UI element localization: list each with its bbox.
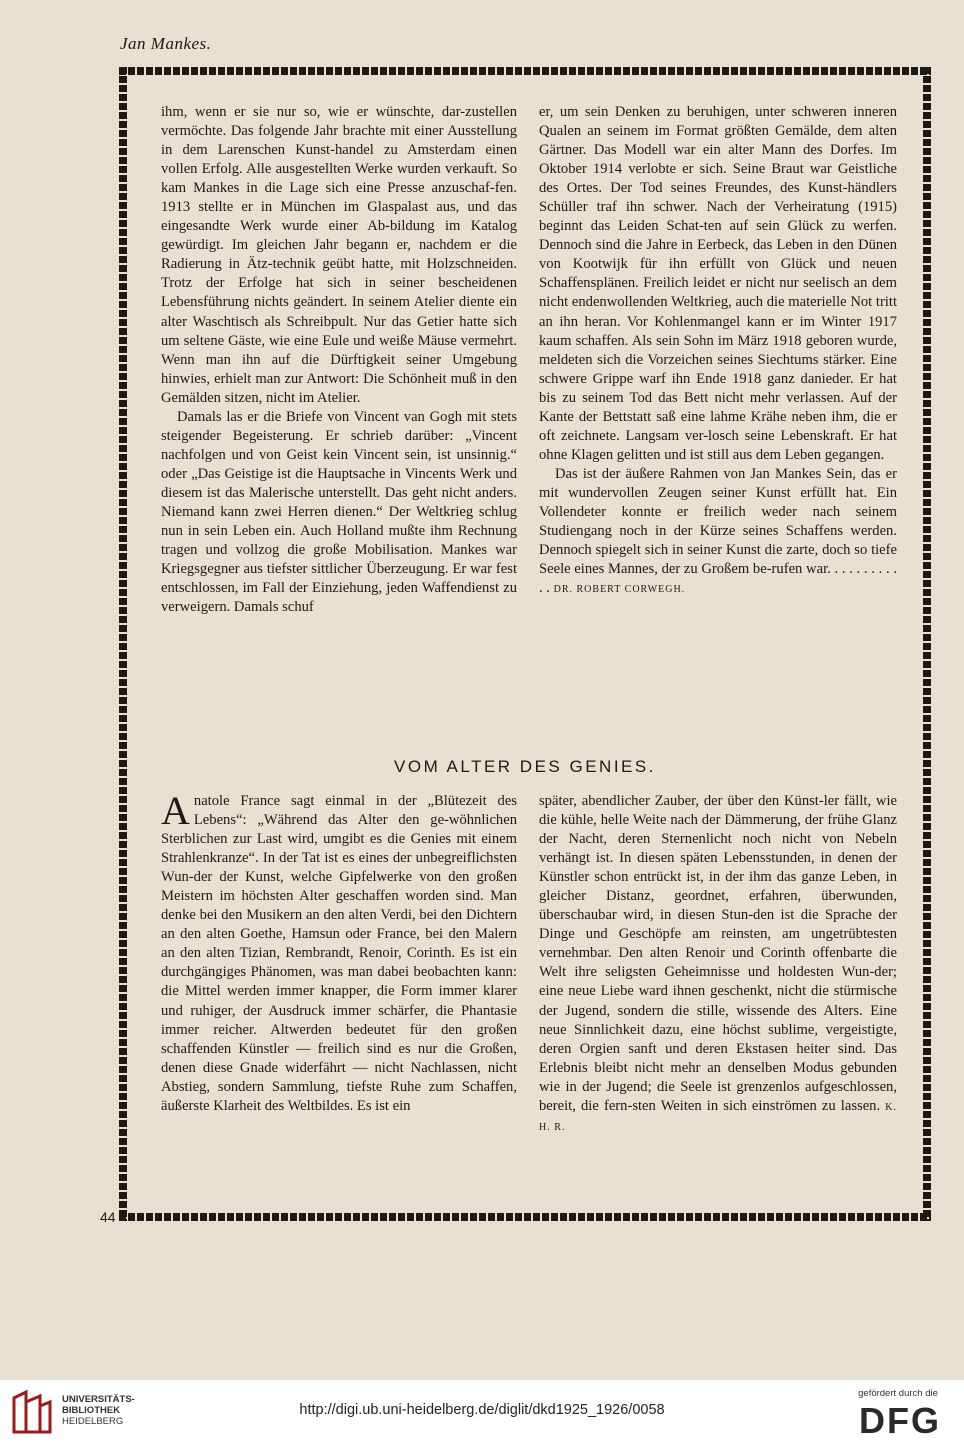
- article1-paragraph: ihm, wenn er sie nur so, wie er wünschte, dar-zustellen vermöchte. Das folgende Jahr brachte mit einer Ausstellung in dem Larenschen Kunst-handel zu Amsterdam einen vollen Erfolg. Alle ausgestellten Werke wurden verkauft. So kam Mankes in die Lage sich eine Presse anzuschaf-fen. 1913 stellte er in München im Glaspalast aus, und das eingesandte Werk wurde einer Ab-bildung im Katalog gewürdigt. Im gleichen Jahr begann er, nachdem er die Radierung in Ätz-technik geübt hatte, mit Holzschneiden. Trotz der Erfolge hat sich in seiner bescheidenen Lebensführung nichts geändert. In seinem Atelier diente ein alter Waschtisch als Schreibpult. Nur das Getier hatte sich um seltene Gäste, wie eine Eule und weiße Mäuse vermehrt. Wenn man ihn auf die Dürftigkeit seiner Umgebung hinwies, erhielt man zur Antwort: Die Schönheit muß in den Gemälden sitzen, nicht im Atelier.: [161, 104, 517, 406]
- source-url-link[interactable]: http://digi.ub.uni-heidelberg.de/diglit/dkd1925_1926/0058: [299, 1402, 665, 1418]
- page-number: 44: [100, 1209, 116, 1225]
- ornamental-border-right: [923, 67, 931, 1221]
- article2-signature: K. H. R.: [539, 1101, 897, 1133]
- article1-column-right: [539, 103, 897, 599]
- article1-closing-text: Das ist der äußere Rahmen von Jan Mankes Sein, das er mit wundervollen Zeugen seiner Kunst erfüllt hat. Ein Vollendeter konnte er freilich weder nach seinem Studiengang noch in der Kürze seines Schaffens werden. Dennoch spiegelt sich in seiner Kunst die zarte, doch so tiefe Seele eines Mannes, der zu Großem be-rufen war. . . . . . . . . . . .: [539, 465, 897, 597]
- article2-paragraph: [539, 792, 897, 1137]
- library-name-line: HEIDELBERG: [62, 1416, 124, 1427]
- article2-column-right: [539, 792, 897, 1137]
- running-head: Jan Mankes.: [120, 34, 212, 53]
- article1-paragraph-last: [539, 465, 897, 599]
- article1-column-left: [161, 103, 517, 617]
- library-name-line: BIBLIOTHEK: [62, 1405, 121, 1416]
- dropcap: A: [161, 788, 190, 833]
- dfg-logo-text: DFG: [859, 1402, 941, 1438]
- article2-text-left: natole France sagt einmal in der „Blütezeit des Lebens“: „Während das Alter den ge-wöhnlichen Sterblichen zur Last wird, umgibt es die Genies mit einem Strahlenkranze“. In der Tat ist es eines der unbegreiflichsten Wun-der der Kunst, welche Gipfelwerke von den großen Meistern im höchsten Alter geschaffen worden sind. Man denke bei den Musikern an den alten Verdi, bei den Dichtern an den alten Goethe, Hamsun oder France, bei den Malern an den alten Tizian, Rembrandt, Renoir, Corinth. Es ist ein durchgängiges Phänomen, was man dabei beobachten kann: die Mittel werden immer knapper, die Form immer klarer und ruhiger, der Ausdruck immer schärfer, die Phantasie immer reicher. Altwerden bedeutet für den großen schaffenden Künstler — freilich sind es nur die Großen, denen diese Gnade widerfährt — nicht Nachlassen, nicht Abstieg, sondern Sammlung, tiefste Ruhe zum Schaffen, äußerste Klarheit des Weltbildes. Es ist ein: [161, 793, 517, 1114]
- ornamental-border-bottom: [119, 1213, 931, 1221]
- article2-title: VOM ALTER DES GENIES.: [394, 757, 656, 776]
- library-name-line: UNIVERSITÄTS-: [62, 1394, 135, 1405]
- article1-signature: DR. ROBERT CORWEGH.: [553, 584, 686, 596]
- article2-text-right: später, abendlicher Zauber, der über den Künst-ler fällt, wie die kühle, helle Weite nach der Dämmerung, der frühe Glanz der Nacht, deren Sternenlicht noch nicht von Nebeln verhängt ist. In diesen späten Lebensstunden, in denen der Künstler schon entrückt ist, in der ihm das ganze Leben, in gleicher Distanz, geordnet, erfahren, überwunden, überschaubar wird, in diesen Stun-den ist die Sprache der Dinge und Geschöpfe am reinsten, am ungetrübtesten vernehmbar. Den alten Renoir und Corinth offenbarte die Welt ihre seligsten Geheimnisse und holdesten Wun-der; eine neue Liebe ward ihnen geschenkt, nicht die stürmische der Jugend, sondern die stille, wissende des Alters. Eine neue Sinnlichkeit dazu, eine höchst sublime, vergeistigte, deren Orgien sanft und deren Ekstasen heiter sind. Das Erlebnis bleibt nicht mehr an denselben Modus gebunden wie in der Jugend; die Seele ist grenzenlos aufgeschlossen, bereit, die fern-sten Weiten in sich einströmen zu lassen.: [539, 793, 897, 1114]
- viewer-footer: [0, 1380, 964, 1449]
- ornamental-border-top: [119, 67, 931, 75]
- article1-paragraph: er, um sein Denken zu beruhigen, unter schweren inneren Qualen an seinem im Format größten Gemälde, dem alten Gärtner. Das Modell war ein alter Mann des Dorfes. Im Oktober 1914 verlobte er sich. Seine Braut war Geistliche des Ortes. Der Tod seines Freundes, des Kunst-händlers Schüller traf ihn schwer. Nach der Verheiratung (1915) beginnt das Leiden Schat-ten auf sein Glück zu werfen. Dennoch sind die Jahre in Eerbeck, das Leben in den Dünen von Kootwijk für ihn erfüllt von Glück und neuen Schaffensplänen. Freilich leidet er nicht nur seelisch an dem nicht endenwollenden Weltkrieg, auch die materielle Not tritt an ihn heran. Vor Kohlenmangel kann er im Winter 1917 kaum schaffen. Als sein Sohn im März 1918 geboren wurde, meldeten sich die Vorzeichen seines Siechtums stärker. Eine schwere Grippe warf ihn Ende 1918 ganz danieder. Er hat bis zu seinem Tod das Bett nicht mehr verlassen. Auf der Kante der Bettstatt saß eine lahme Krähe neben ihm, die er oft zeichnete. Langsam ver-losch seine Lebenskraft. Er hat ohne Klagen gelitten und ist still aus dem Leben gegangen.: [539, 104, 897, 463]
- funded-by-label: gefördert durch die: [858, 1388, 938, 1399]
- dfg-logo-icon: [850, 1402, 950, 1438]
- article2-paragraph: [161, 788, 517, 1116]
- article1-paragraph: Damals las er die Briefe von Vincent van Gogh mit stets steigender Begeisterung. Er schrieb darüber: „Vincent nachfolgen und von Geist kein Vincent sein, ist unsinnig.“ oder „Das Geistige ist die Hauptsache in Vincents Werk und diesem ist das Malerische unterstellt. Das geht nicht anders. Niemand kann zwei Herren dienen.“ Der Weltkrieg schlug nun in sein Leben ein. Auch Holland mußte ihm Rechnung tragen und vollzog die große Mobilisation. Mankes war Kriegsgegner aus tiefster sittlicher Überzeugung. Er war fest entschlossen, im Fall der Einziehung, jeden Waffendienst zu verweigern. Damals schuf: [161, 408, 517, 616]
- ornamental-border-left: [119, 67, 127, 1221]
- article2-column-left: [161, 788, 517, 1116]
